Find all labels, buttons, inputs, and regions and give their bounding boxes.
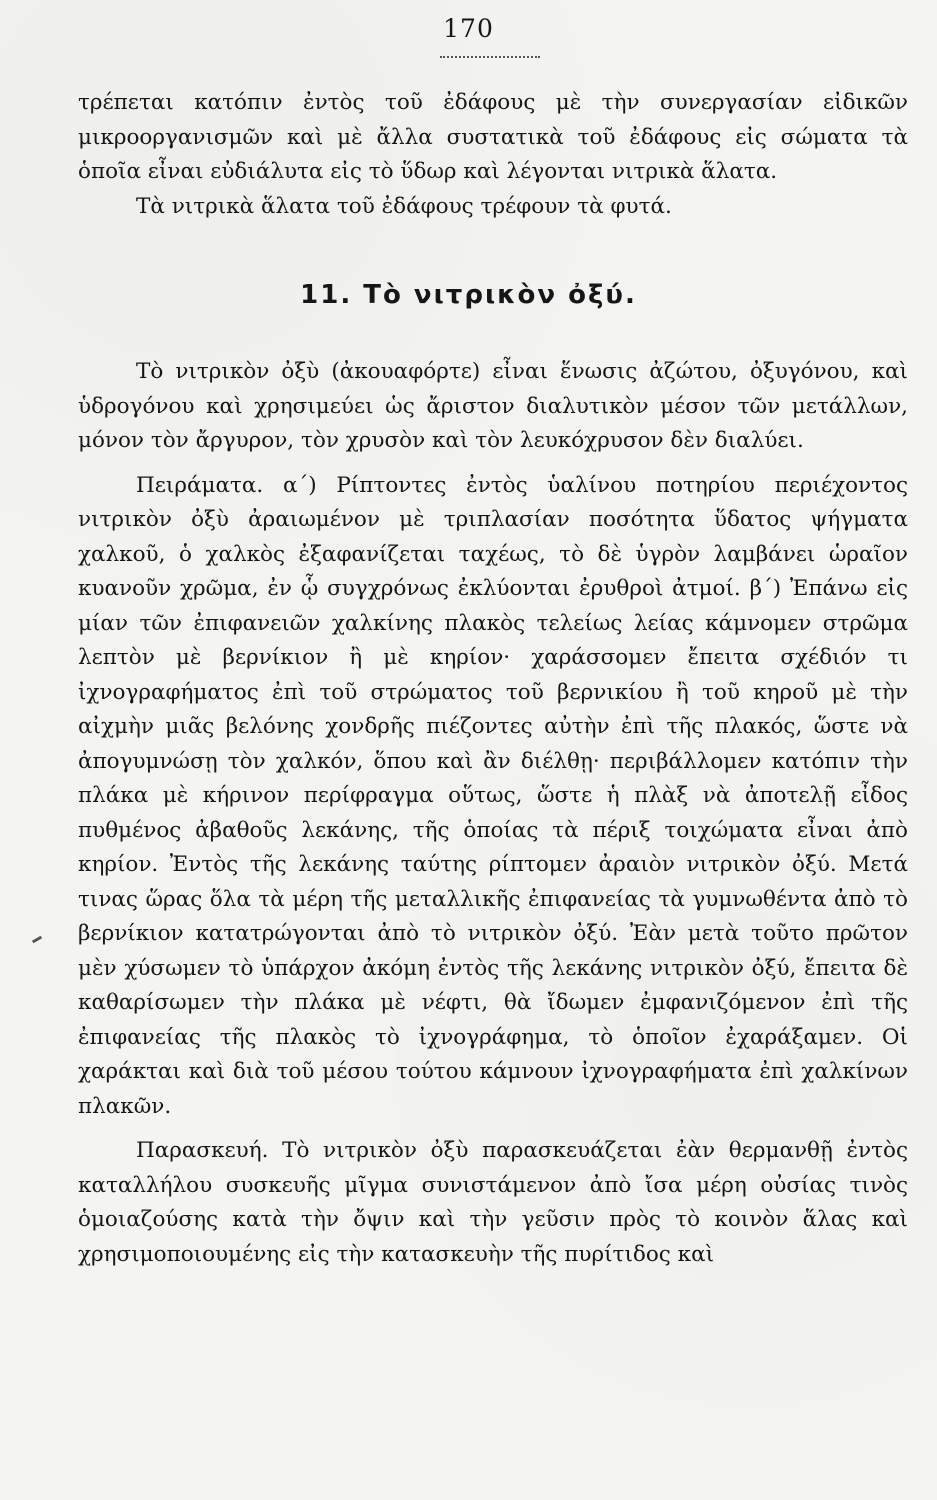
page-number-rule bbox=[440, 56, 540, 58]
paragraph-experiments: Πειράματα. α΄) Ρίπτοντες ἐντὸς ὑαλίνου ποτηρίου περιέχοντος νιτρικὸν ὀξὺ ἀραιωμένον μὲ τριπλασίαν ποσότητα ὕδατος ψήγματα χαλκοῦ, ὁ χαλκὸς ἐξαφανίζεται ταχέως, τὸ δὲ ὑγρὸν λαμβάνει ὡραῖον κυανοῦν χρῶμα, ἐν ᾧ συγχρόνως ἐκλύονται ἐρυθροὶ ἀτμοί. β΄) Ἐπάνω εἰς μίαν τῶν ἐπιφανειῶν χαλκίνης πλακὸς τελείως λείας κάμνομεν στρῶμα λεπτὸν μὲ βερνίκιον ἢ μὲ κηρίον· χαράσσομεν ἔπειτα σχέδιόν τι ἰχνογραφήματος ἐπὶ τοῦ στρώματος τοῦ βερνικίου ἢ τοῦ κηροῦ μὲ τὴν αἰχμὴν μιᾶς βελόνης χονδρῆς πιέζοντες αὐτὴν ἐπὶ τῆς πλακός, ὥστε νὰ ἀπογυμνώσῃ τὸν χαλκόν, ὅπου καὶ ἂν διέλθῃ· περιβάλλομεν κατόπιν τὴν πλάκα μὲ κήρινον περίφραγμα οὕτως, ὥστε ἡ πλὰξ νὰ ἀποτελῇ εἶδος πυθμένος ἀβαθοῦς λεκάνης, τῆς ὁποίας τὰ πέριξ τοιχώματα εἶναι ἀπὸ κηρίον. Ἐντὸς τῆς λεκάνης ταύτης ρίπτομεν ἀραιὸν νιτρικὸν ὀξύ. Μετά τινας ὥρας ὅλα τὰ μέρη τῆς μεταλλικῆς ἐπιφανείας τὰ γυμνωθέντα ἀπὸ τὸ βερνίκιον κατατρώγονται ἀπὸ τὸ νιτρικὸν ὀξύ. Ἐὰν μετὰ τοῦτο πρῶτον μὲν χύσωμεν τὸ ὑπάρχον ἀκόμη ἐντὸς τῆς λεκάνης νιτρικὸν ὀξύ, ἔπειτα δὲ καθαρίσωμεν τὴν πλάκα μὲ νέφτι, θὰ ἴδωμεν ἐμφανιζόμενον ἐπὶ τῆς ἐπιφανείας τῆς πλακὸς τὸ ἰχνογράφημα, τὸ ὁποῖον ἐχαράξαμεν. Οἱ χαράκται καὶ διὰ τοῦ μέσου τούτου κάμνουν ἰχνογραφήματα ἐπὶ χαλκίνων πλακῶν. bbox=[78, 472, 908, 1119]
paragraph-nitrate-salts: Τὰ νιτρικὰ ἅλατα τοῦ ἐδάφους τρέφουν τὰ φυτά. bbox=[136, 193, 672, 219]
section-body bbox=[78, 355, 908, 1272]
paragraph-continued: τρέπεται κατόπιν ἐντὸς τοῦ ἐδάφους μὲ τὴν συνεργασίαν εἰδικῶν μικροοργανισμῶν καὶ μὲ ἄλλα συστατικὰ τοῦ ἐδάφους εἰς σώματα τὰ ὁποῖα εἶναι εὐδιάλυτα εἰς τὸ ὕδωρ καὶ λέγονται νιτρικὰ ἅλατα. bbox=[78, 90, 908, 184]
paragraph-spacer bbox=[78, 1124, 908, 1134]
section-heading: 11. Τὸ νιτρικὸν ὀξύ. bbox=[300, 280, 637, 310]
paragraph-definition: Τὸ νιτρικὸν ὀξὺ (ἀκουαφόρτε) εἶναι ἕνωσις ἀζώτου, ὀξυγόνου, καὶ ὑδρογόνου καὶ χρησιμεύει ὡς ἄριστον διαλυτικὸν μέσον τῶν μετάλλων, μόνον τὸν ἄργυρον, τὸν χρυσὸν καὶ τὸν λευκόχρυσον δὲν διαλύει. bbox=[78, 359, 908, 453]
top-text-block bbox=[78, 86, 908, 224]
paragraph-preparation: Παρασκευή. Τὸ νιτρικὸν ὀξὺ παρασκευάζεται ἐὰν θερμανθῇ ἐντὸς καταλλήλου συσκευῆς μῖγμα συνιστάμενον ἀπὸ ἴσα μέρη οὐσίας τινὸς ὁμοιαζούσης κατὰ τὴν ὄψιν καὶ τὴν γεῦσιν πρὸς τὸ κοινὸν ἅλας καὶ χρησιμοποιουμένης εἰς τὴν κατασκευὴν τῆς πυρίτιδος καὶ bbox=[78, 1138, 908, 1267]
page-number: 170 bbox=[443, 14, 494, 43]
margin-mark bbox=[32, 936, 42, 944]
paragraph-spacer bbox=[78, 459, 908, 469]
